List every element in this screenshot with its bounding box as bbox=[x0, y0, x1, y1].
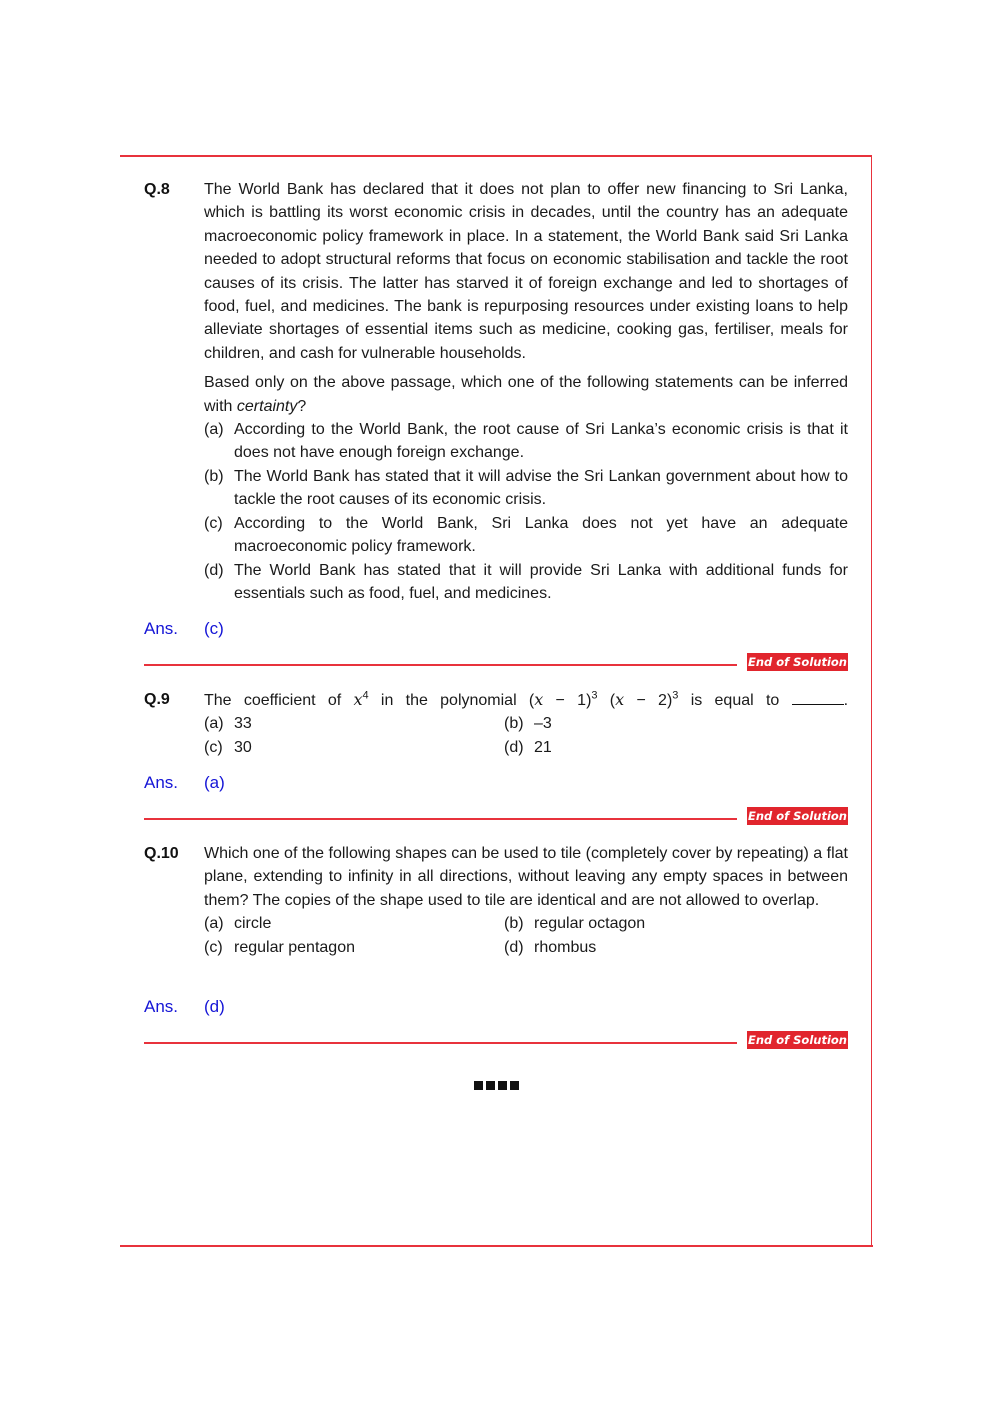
page-frame-bottom-border bbox=[120, 1245, 873, 1247]
section-end-squares bbox=[474, 1081, 519, 1090]
question-10-body bbox=[204, 842, 848, 959]
option-b: (b) regular octagon bbox=[504, 915, 646, 933]
answer-line bbox=[144, 771, 225, 794]
option-c: (c) regular pentagon bbox=[204, 938, 355, 956]
answer-label: Ans. bbox=[144, 619, 179, 638]
square-mark bbox=[474, 1081, 483, 1090]
options-grid bbox=[204, 712, 848, 759]
answer-line bbox=[144, 617, 224, 640]
option-a: (a) According to the World Bank, the root cause of Sri Lanka’s economic crisis is that it does not have enough foreign exchange. bbox=[204, 421, 848, 462]
question-prompt: Based only on the above passage, which one of the following statements can be inferred with certainty? bbox=[204, 374, 848, 415]
separator-rule bbox=[144, 818, 737, 820]
question-stem: Which one of the following shapes can be used to tile (completely cover by repeating) a flat plane, extending to infinity in all directions, without leaving any empty spaces in between them? The copies of the shape used to tile are identical and are not allowed to overlap. bbox=[204, 845, 848, 909]
end-of-solution-badge: End of Solution bbox=[747, 1033, 847, 1047]
option-a: (a) 33 bbox=[204, 715, 252, 733]
end-of-solution-badge: End of Solution bbox=[747, 809, 847, 823]
answer-label: Ans. bbox=[144, 773, 179, 792]
question-number: Q.10 bbox=[144, 845, 179, 862]
answer-key: (d) bbox=[204, 997, 225, 1016]
question-number: Q.8 bbox=[144, 181, 170, 198]
option-d: (d) The World Bank has stated that it will provide Sri Lanka with additional funds for essentials such as food, fuel, and medicines. bbox=[204, 561, 848, 602]
separator-rule bbox=[144, 1042, 737, 1044]
square-mark bbox=[486, 1081, 495, 1090]
answer-key: (c) bbox=[204, 619, 224, 638]
answer-label: Ans. bbox=[144, 997, 179, 1016]
question-9-body bbox=[204, 688, 848, 759]
options-grid bbox=[204, 912, 848, 959]
question-8-body bbox=[204, 178, 848, 605]
end-of-solution-badge: End of Solution bbox=[747, 655, 847, 669]
square-mark bbox=[510, 1081, 519, 1090]
separator-rule bbox=[144, 664, 737, 666]
emphasis-word: certainty bbox=[236, 397, 298, 415]
question-stem: The coefficient of $x^4$ in the polynomial $(x - 1)^3$ $(x - 2)^3$ is equal to . bbox=[204, 689, 849, 709]
option-c: (c) 30 bbox=[204, 738, 252, 756]
option-d: (d) rhombus bbox=[504, 938, 597, 956]
option-a: (a) circle bbox=[204, 915, 272, 933]
question-passage: The World Bank has declared that it does not plan to offer new financing to Sri Lanka, which is battling its worst economic crisis in decades, until the country has an adequate macroeconomic policy framework in place. In a statement, the World Bank said Sri Lanka needed to adopt structural reforms that focus on economic stabilisation and tackle the root causes of its crisis. The latter has starved it of foreign exchange and led to shortages of food, fuel, and medicines. The bank is repurposing resources under existing loans to help alleviate shortages of essential items such as medicine, cooking gas, fertiliser, meals for children, and cash for vulnerable households. bbox=[204, 181, 848, 362]
page-frame-right-border bbox=[871, 155, 872, 1246]
question-number: Q.9 bbox=[144, 691, 170, 708]
option-b: (b) –3 bbox=[504, 715, 552, 733]
page-frame-top-border bbox=[120, 155, 872, 157]
answer-key: (a) bbox=[204, 773, 225, 792]
square-mark bbox=[498, 1081, 507, 1090]
answer-blank bbox=[792, 690, 844, 705]
option-d: (d) 21 bbox=[504, 738, 552, 756]
answer-line bbox=[144, 995, 225, 1018]
option-c: (c) According to the World Bank, Sri Lanka does not yet have an adequate macroeconomic policy framework. bbox=[204, 514, 848, 556]
option-b: (b) The World Bank has stated that it will advise the Sri Lankan government about how to tackle the root causes of its economic crisis. bbox=[204, 467, 848, 509]
